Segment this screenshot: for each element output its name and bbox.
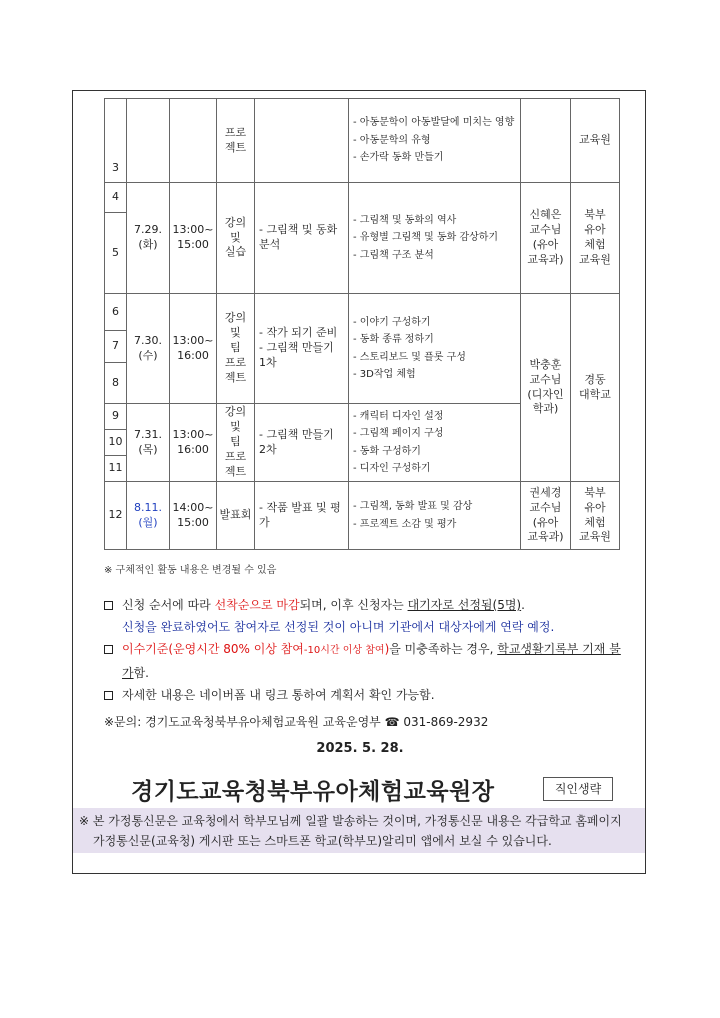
contact-info: ※문의: 경기도교육청북부유아체험교육원 교육운영부 ☎ 031-869-2932: [104, 715, 489, 729]
date-cell: 8.11. (월): [127, 482, 170, 550]
time-cell: 13:00~ 16:00: [170, 404, 217, 482]
session-number: 6: [105, 294, 127, 331]
topic-cell: - 작품 발표 및 평가: [255, 482, 349, 550]
change-notice: ※ 구체적인 활동 내용은 변경될 수 있음: [104, 565, 277, 576]
table-row: [105, 482, 620, 550]
date-cell: 7.29. (화): [127, 183, 170, 294]
session-number: 7: [105, 331, 127, 363]
method-cell: 프로 젝트: [217, 99, 255, 183]
session-number: 3: [105, 99, 127, 183]
session-number: 10: [105, 430, 127, 456]
footer-notice: ※ 본 가정통신문은 교육청에서 학부모님께 일괄 발송하는 것이며, 가정통신문 내용은 각급학교 홈페이지 가정통신문(교육청) 게시판 또는 스마트폰 학교(학부모)알리미 앱에서 보실 수 있습니다.: [73, 808, 645, 853]
place-cell: 교육원: [571, 99, 620, 183]
table-row: [105, 294, 620, 331]
schedule-table: [104, 98, 620, 550]
teacher-cell: 신혜은 교수님 (유아 교육과): [521, 183, 571, 294]
topic-cell: - 작가 되기 준비 - 그림책 만들기 1차: [255, 294, 349, 404]
activities-cell: - 캐릭터 디자인 설정 - 그림책 페이지 구성 - 동화 구성하기 - 디자인 구성하기: [349, 404, 521, 482]
teacher-cell: 권세경 교수님 (유아 교육과): [521, 482, 571, 550]
notice-item: 이수기준(운영시간 80% 이상 참여-10시간 이상 참여)을 미충족하는 경우, 학교생활기록부 기재 불가함.: [104, 638, 624, 684]
method-cell: 발표회: [217, 482, 255, 550]
method-cell: 강의 및 실습: [217, 183, 255, 294]
date-cell: 7.31. (목): [127, 404, 170, 482]
notice-item: 자세한 내용은 네이버폼 내 링크 통하여 계획서 확인 가능함.: [104, 684, 624, 706]
signer-title: 경기도교육청북부유아체험교육원장: [131, 779, 495, 805]
session-number: 5: [105, 213, 127, 294]
checkbox-bullet-icon: [104, 691, 113, 700]
teacher-cell: 박충훈 교수님 (디자인 학과): [521, 294, 571, 482]
topic-cell: - 그림책 만들기 2차: [255, 404, 349, 482]
method-cell: 강의 및 팀 프로 젝트: [217, 294, 255, 404]
place-cell: 경동 대학교: [571, 294, 620, 482]
session-number: 12: [105, 482, 127, 550]
seal-omitted-stamp: 직인생략: [543, 777, 613, 801]
checkbox-bullet-icon: [104, 645, 113, 654]
table-row: [105, 183, 620, 213]
time-cell: 14:00~ 15:00: [170, 482, 217, 550]
table-row: [105, 99, 620, 183]
date-cell: 7.30. (수): [127, 294, 170, 404]
notice-list: [104, 594, 624, 706]
session-number: 4: [105, 183, 127, 213]
issue-date: 2025. 5. 28.: [316, 741, 404, 756]
notice-item: 신청 순서에 따라 선착순으로 마감되며, 이후 신청자는 대기자로 선정됨(5명). 신청을 완료하였어도 참여자로 선정된 것이 아니며 기관에서 대상자에게 연락 예정.: [104, 594, 624, 638]
place-cell: 북부 유아 체험 교육원: [571, 482, 620, 550]
activities-cell: - 그림책, 동화 발표 및 감상 - 프로젝트 소감 및 평가: [349, 482, 521, 550]
session-number: 11: [105, 456, 127, 482]
method-cell: 강의 및 팀 프로 젝트: [217, 404, 255, 482]
activities-cell: - 이야기 구성하기 - 동화 종류 정하기 - 스토리보드 및 플롯 구성 - 3D작업 체험: [349, 294, 521, 404]
time-cell: 13:00~ 15:00: [170, 183, 217, 294]
place-cell: 북부 유아 체험 교육원: [571, 183, 620, 294]
checkbox-bullet-icon: [104, 601, 113, 610]
time-cell: 13:00~ 16:00: [170, 294, 217, 404]
session-number: 9: [105, 404, 127, 430]
topic-cell: - 그림책 및 동화 분석: [255, 183, 349, 294]
activities-cell: - 아동문학이 아동발달에 미치는 영향 - 아동문학의 유형 - 손가락 동화 만들기: [349, 99, 521, 183]
session-number: 8: [105, 363, 127, 404]
activities-cell: - 그림책 및 동화의 역사 - 유형별 그림책 및 동화 감상하기 - 그림책 구조 분석: [349, 183, 521, 294]
